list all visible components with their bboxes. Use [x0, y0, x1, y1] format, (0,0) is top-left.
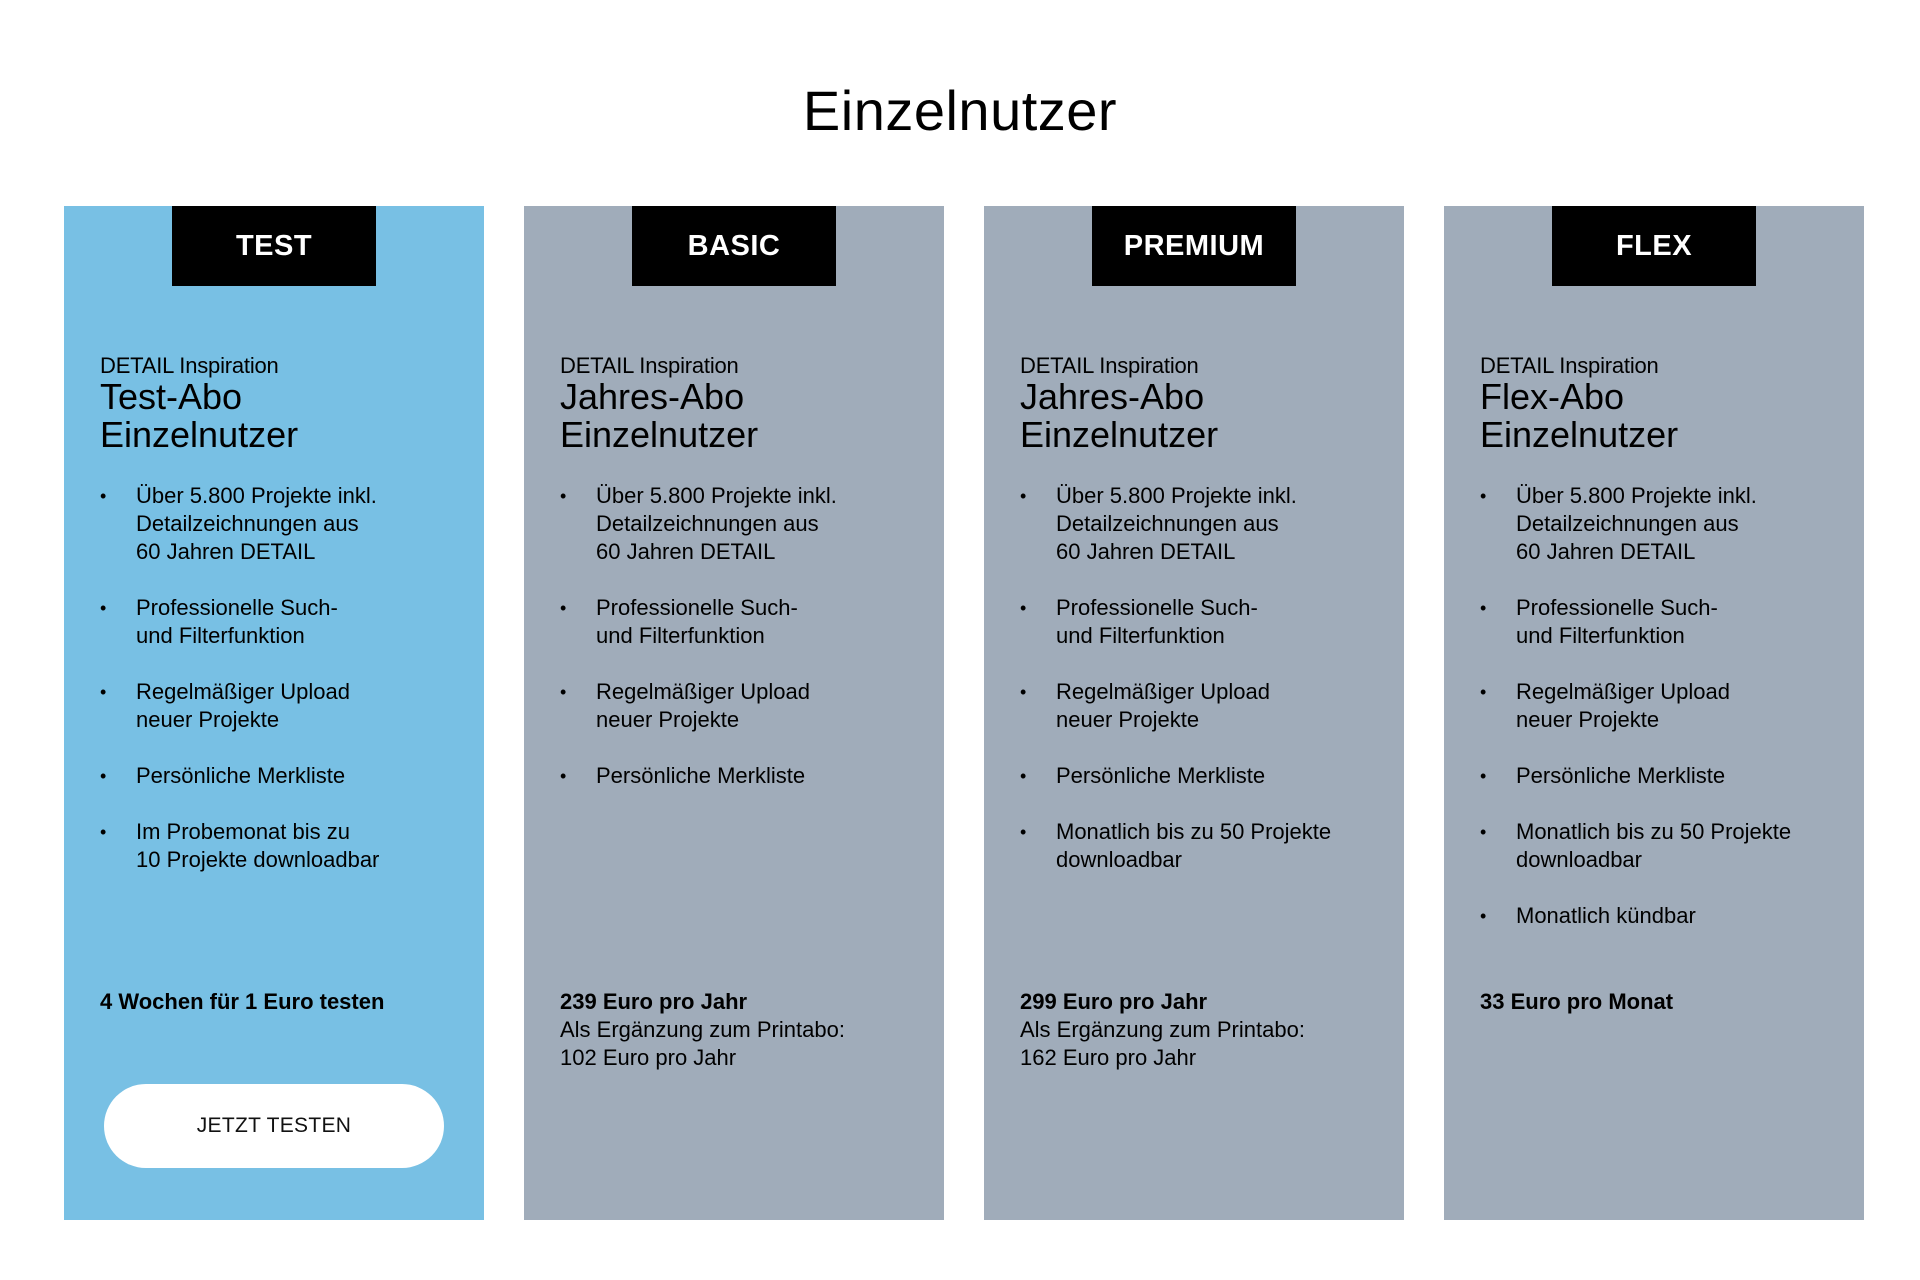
- feature-text: Professionelle Such-: [596, 595, 798, 620]
- price-note: Als Ergänzung zum Printabo:: [560, 1017, 845, 1042]
- feature-item: [560, 594, 930, 650]
- feature-text: Über 5.800 Projekte inkl.: [1056, 483, 1297, 508]
- feature-item: [100, 594, 470, 650]
- plan-card-test: [64, 206, 484, 1220]
- bullet-icon: •: [560, 682, 567, 702]
- bullet-icon: •: [560, 486, 567, 506]
- bullet-icon: •: [1480, 598, 1487, 618]
- plan-card-basic: [524, 206, 944, 1220]
- feature-text: Monatlich kündbar: [1516, 903, 1696, 928]
- plan-price: [1020, 988, 1390, 1072]
- feature-text: Über 5.800 Projekte inkl.: [1516, 483, 1757, 508]
- feature-item: [1020, 762, 1390, 790]
- feature-text: Professionelle Such-: [1516, 595, 1718, 620]
- plan-eyebrow: DETAIL Inspiration: [1480, 353, 1659, 378]
- feature-text: downloadbar: [1056, 847, 1182, 872]
- plan-title-line: Einzelnutzer: [100, 414, 299, 455]
- bullet-icon: •: [100, 682, 107, 702]
- feature-item: [100, 818, 470, 874]
- feature-item: [100, 678, 470, 734]
- feature-text: Professionelle Such-: [1056, 595, 1258, 620]
- plan-title: [560, 378, 920, 454]
- feature-list: [1480, 482, 1850, 958]
- feature-item: [1020, 678, 1390, 734]
- page-title: Einzelnutzer: [802, 79, 1118, 142]
- bullet-icon: •: [1020, 682, 1027, 702]
- feature-text: neuer Projekte: [136, 707, 280, 732]
- plan-title: [1020, 378, 1380, 454]
- feature-text: neuer Projekte: [1056, 707, 1200, 732]
- feature-item: [1480, 678, 1850, 734]
- plan-title: [1480, 378, 1840, 454]
- plan-title-line: Jahres-Abo: [560, 376, 745, 417]
- feature-item: [1020, 482, 1390, 566]
- bullet-icon: •: [100, 766, 107, 786]
- feature-text: neuer Projekte: [1516, 707, 1660, 732]
- feature-item: [560, 482, 930, 566]
- bullet-icon: •: [560, 766, 567, 786]
- bullet-icon: •: [560, 598, 567, 618]
- feature-list: [560, 482, 930, 818]
- bullet-icon: •: [1020, 766, 1027, 786]
- plan-title-line: Flex-Abo: [1480, 376, 1625, 417]
- price-note: 102 Euro pro Jahr: [560, 1045, 737, 1070]
- feature-text: Persönliche Merkliste: [1516, 763, 1726, 788]
- price-main: 4 Wochen für 1 Euro testen: [100, 989, 385, 1014]
- feature-text: Regelmäßiger Upload: [1056, 679, 1270, 704]
- feature-item: [1480, 902, 1850, 930]
- plan-title-line: Einzelnutzer: [1480, 414, 1679, 455]
- feature-text: Detailzeichnungen aus: [1516, 511, 1739, 536]
- feature-item: [1480, 818, 1850, 874]
- plan-price: [560, 988, 930, 1072]
- plan-tab-flex: FLEX: [1552, 206, 1756, 286]
- feature-text: 10 Projekte downloadbar: [136, 847, 380, 872]
- feature-text: Monatlich bis zu 50 Projekte: [1516, 819, 1792, 844]
- try-now-button[interactable]: JETZT TESTEN: [104, 1084, 444, 1168]
- bullet-icon: •: [1480, 682, 1487, 702]
- feature-item: [100, 482, 470, 566]
- feature-text: 60 Jahren DETAIL: [136, 539, 316, 564]
- plan-title-line: Einzelnutzer: [560, 414, 759, 455]
- plan-tab-basic: BASIC: [632, 206, 836, 286]
- plan-title-line: Jahres-Abo: [1020, 376, 1205, 417]
- feature-item: [1480, 762, 1850, 790]
- feature-text: Professionelle Such-: [136, 595, 338, 620]
- feature-text: 60 Jahren DETAIL: [1516, 539, 1696, 564]
- bullet-icon: •: [1480, 906, 1487, 926]
- feature-text: neuer Projekte: [596, 707, 740, 732]
- feature-text: und Filterfunktion: [596, 623, 765, 648]
- plan-card-premium: [984, 206, 1404, 1220]
- bullet-icon: •: [100, 486, 107, 506]
- feature-text: Regelmäßiger Upload: [596, 679, 810, 704]
- plan-eyebrow: DETAIL Inspiration: [100, 353, 279, 378]
- feature-text: Persönliche Merkliste: [136, 763, 346, 788]
- feature-text: Regelmäßiger Upload: [1516, 679, 1730, 704]
- plan-tab-premium: PREMIUM: [1092, 206, 1296, 286]
- bullet-icon: •: [1480, 766, 1487, 786]
- feature-item: [1480, 482, 1850, 566]
- feature-text: 60 Jahren DETAIL: [1056, 539, 1236, 564]
- feature-text: downloadbar: [1516, 847, 1642, 872]
- feature-text: und Filterfunktion: [1056, 623, 1225, 648]
- price-main: 33 Euro pro Monat: [1480, 989, 1674, 1014]
- plan-eyebrow: DETAIL Inspiration: [1020, 353, 1199, 378]
- plan-tab-test: TEST: [172, 206, 376, 286]
- bullet-icon: •: [1020, 486, 1027, 506]
- price-main: 239 Euro pro Jahr: [560, 989, 748, 1014]
- plan-title-line: Test-Abo: [100, 376, 243, 417]
- feature-text: 60 Jahren DETAIL: [596, 539, 776, 564]
- feature-text: Über 5.800 Projekte inkl.: [136, 483, 377, 508]
- feature-item: [1480, 594, 1850, 650]
- feature-list: [100, 482, 470, 902]
- bullet-icon: •: [1480, 486, 1487, 506]
- plan-title: [100, 378, 460, 454]
- feature-text: Im Probemonat bis zu: [136, 819, 350, 844]
- feature-text: und Filterfunktion: [1516, 623, 1685, 648]
- bullet-icon: •: [1020, 822, 1027, 842]
- plan-card-flex: [1444, 206, 1864, 1220]
- feature-item: [560, 762, 930, 790]
- feature-item: [560, 678, 930, 734]
- feature-text: Persönliche Merkliste: [596, 763, 806, 788]
- feature-text: Persönliche Merkliste: [1056, 763, 1266, 788]
- price-note: 162 Euro pro Jahr: [1020, 1045, 1197, 1070]
- plan-eyebrow: DETAIL Inspiration: [560, 353, 739, 378]
- feature-text: Detailzeichnungen aus: [1056, 511, 1279, 536]
- price-main: 299 Euro pro Jahr: [1020, 989, 1208, 1014]
- feature-item: [1020, 818, 1390, 874]
- feature-text: Regelmäßiger Upload: [136, 679, 350, 704]
- bullet-icon: •: [100, 598, 107, 618]
- feature-item: [1020, 594, 1390, 650]
- feature-text: Detailzeichnungen aus: [136, 511, 359, 536]
- feature-list: [1020, 482, 1390, 902]
- bullet-icon: •: [1480, 822, 1487, 842]
- plan-price: [100, 988, 470, 1016]
- price-note: Als Ergänzung zum Printabo:: [1020, 1017, 1305, 1042]
- feature-text: und Filterfunktion: [136, 623, 305, 648]
- plan-title-line: Einzelnutzer: [1020, 414, 1219, 455]
- feature-item: [100, 762, 470, 790]
- feature-text: Detailzeichnungen aus: [596, 511, 819, 536]
- bullet-icon: •: [100, 822, 107, 842]
- plan-price: [1480, 988, 1850, 1016]
- feature-text: Über 5.800 Projekte inkl.: [596, 483, 837, 508]
- feature-text: Monatlich bis zu 50 Projekte: [1056, 819, 1332, 844]
- bullet-icon: •: [1020, 598, 1027, 618]
